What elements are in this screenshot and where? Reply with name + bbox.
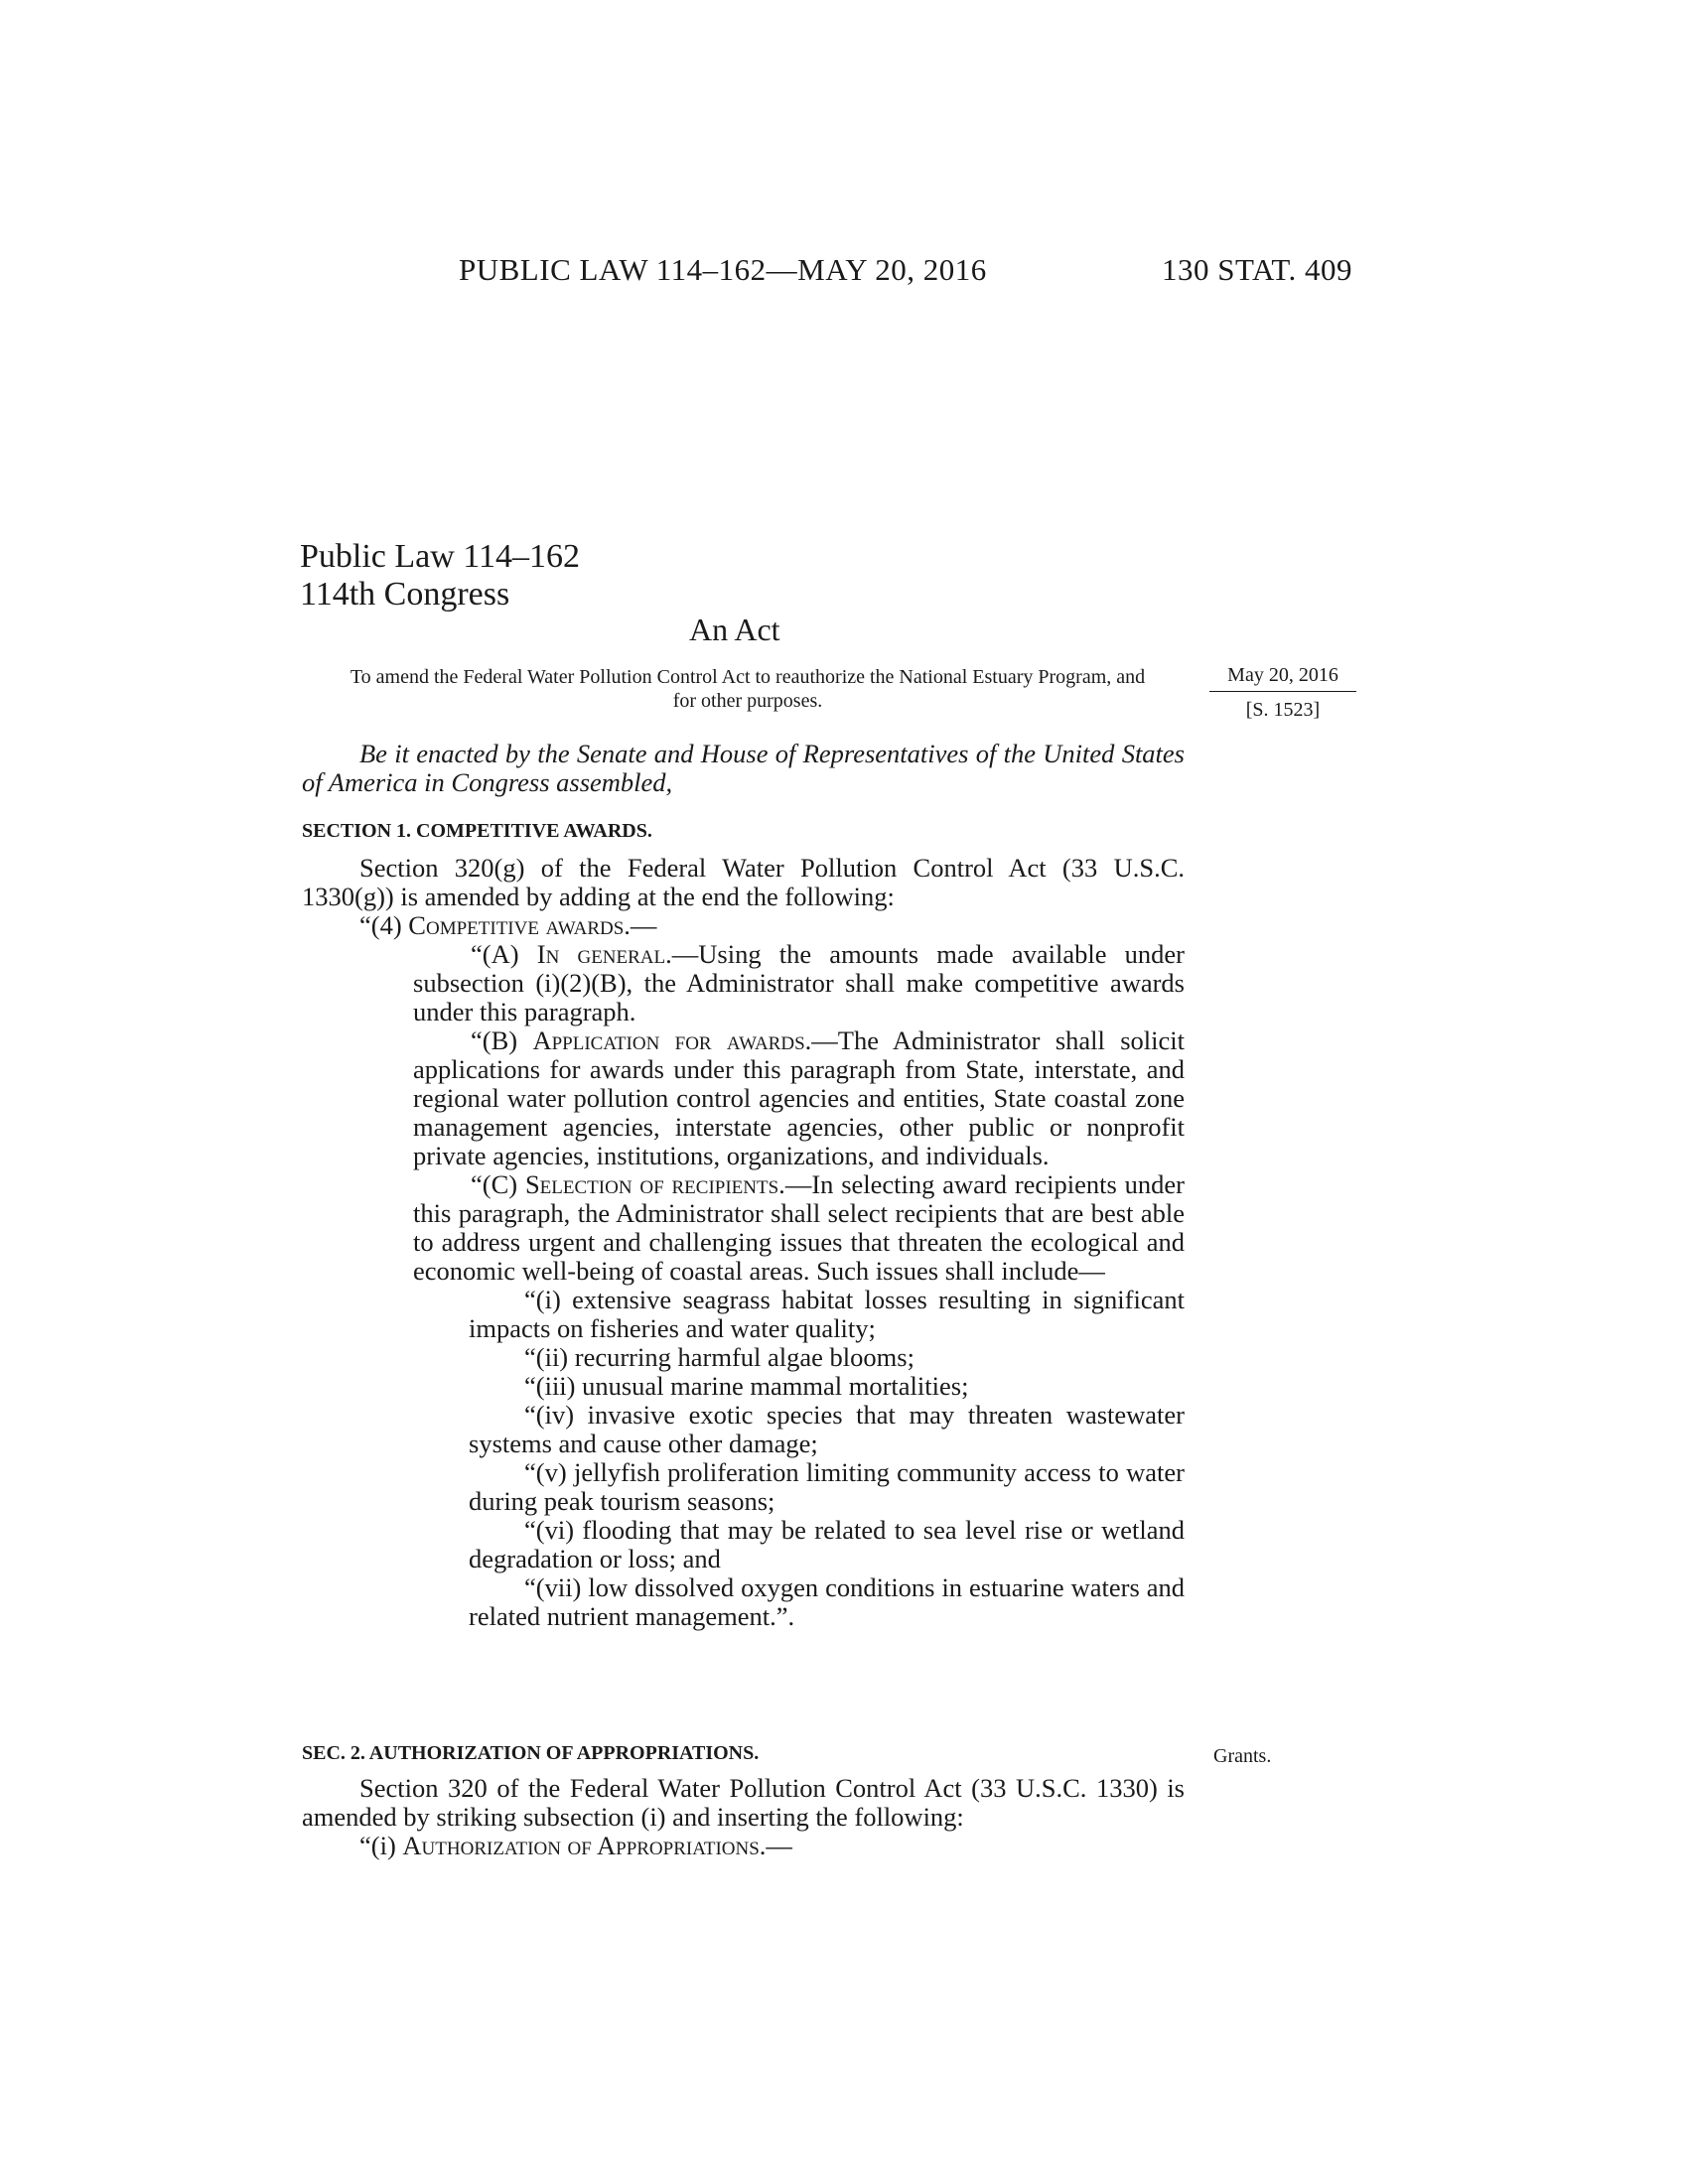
congress-label: 114th Congress	[300, 576, 510, 613]
stat-page-number: 130 STAT. 409	[1162, 252, 1353, 287]
subparagraph-c-text: In selecting award recipients under this paragraph, the Administrator shall select recipients that are best able to address urgent and challenging issues that threaten the ecological and economic well-being of coastal areas. Such issues shall include—	[413, 1169, 1185, 1286]
paragraph-4-heading: “(4) Competitive awards.—	[359, 910, 657, 940]
subparagraph-b: “(B) Application for awards.—The Administrator shall solicit applications for awards under this paragraph from State, interstate, and regional water pollution control agencies and entities, State coastal zone management agencies, interstate agencies, other public or nonprofit private agencies, institutions, organizations, and individuals.	[413, 1025, 1185, 1170]
clause-item: “(vii) low dissolved oxygen conditions in estuarine waters and related nutrient management.”.	[469, 1572, 1185, 1631]
section1-heading: SECTION 1. COMPETITIVE AWARDS.	[302, 820, 652, 842]
section1-body	[302, 854, 1185, 1631]
paragraph-4-title: Competitive awards.	[408, 910, 631, 940]
law-number: Public Law 114–162	[300, 538, 581, 575]
act-label: An Act	[689, 612, 780, 647]
subsection-i-number: “(i)	[359, 1831, 396, 1860]
subsection-i-heading: “(i) Authorization of Appropriations.—	[359, 1831, 792, 1860]
clause-item: “(ii) recurring harmful algae blooms;	[524, 1342, 914, 1372]
enacting-clause: Be it enacted by the Senate and House of Representatives of the United States of America in Congress assembled,	[302, 739, 1185, 797]
subparagraph-b-text: The Administrator shall solicit applications for awards under this paragraph from State, interstate, and regional water pollution control agencies and entities, State coastal zone management agencies, interstate agencies, other public or nonprofit private agencies, institutions, organizations, and individuals.	[413, 1025, 1185, 1170]
section2-body	[302, 1774, 1185, 1860]
margin-date-block	[1209, 663, 1356, 722]
date-divider	[1209, 691, 1356, 692]
enactment-date: May 20, 2016	[1227, 664, 1338, 686]
subparagraph-c-heading: Selection of recipients.	[524, 1169, 785, 1199]
clause-item: “(vi) flooding that may be related to sea level rise or wetland degradation or loss; and	[469, 1515, 1185, 1573]
subparagraph-a: “(A) In general.—Using the amounts made available under subsection (i)(2)(B), the Administrator shall make competitive awards under this paragraph.	[413, 939, 1186, 1026]
running-title: PUBLIC LAW 114–162—MAY 20, 2016	[459, 252, 987, 287]
section2-heading: SEC. 2. AUTHORIZATION OF APPROPRIATIONS.	[302, 1742, 760, 1764]
bill-number: [S. 1523]	[1245, 699, 1321, 721]
subsection-i-title: Authorization of Appropriations.	[402, 1831, 767, 1860]
subparagraph-b-heading: Application for awards.	[532, 1025, 812, 1055]
section1-intro: Section 320(g) of the Federal Water Pollution Control Act (33 U.S.C. 1330(g)) is amended by adding at the end the following:	[302, 853, 1185, 911]
section2-intro: Section 320 of the Federal Water Pollution Control Act (33 U.S.C. 1330) is amended by striking subsection (i) and inserting the following:	[302, 1773, 1185, 1832]
subparagraphs	[302, 940, 1185, 1631]
purpose-statement: To amend the Federal Water Pollution Control Act to reauthorize the National Estuary Program, and for other purposes.	[350, 666, 1146, 712]
clause-item: “(i) extensive seagrass habitat losses resulting in significant impacts on fisheries and water quality;	[469, 1285, 1185, 1343]
margin-note-grants: Grants.	[1213, 1745, 1272, 1767]
subparagraph-a-text: Using the amounts made available under subsection (i)(2)(B), the Administrator shall make competitive awards under this paragraph.	[413, 939, 1186, 1026]
clause-item: “(iii) unusual marine mammal mortalities;	[524, 1371, 969, 1401]
clause-list	[413, 1286, 1185, 1631]
subparagraph-a-heading: In general.	[536, 939, 672, 969]
clause-item: “(iv) invasive exotic species that may threaten wastewater systems and cause other damage;	[469, 1400, 1185, 1458]
paragraph-4-number: “(4)	[359, 910, 402, 940]
subparagraph-c: “(C) Selection of recipients.—In selecting award recipients under this paragraph, the Administrator shall select recipients that are best able to address urgent and challenging issues that threaten the ecological and economic well-being of coastal areas. Such issues shall include—	[413, 1169, 1185, 1286]
clause-item: “(v) jellyfish proliferation limiting community access to water during peak tourism seasons;	[469, 1457, 1185, 1516]
